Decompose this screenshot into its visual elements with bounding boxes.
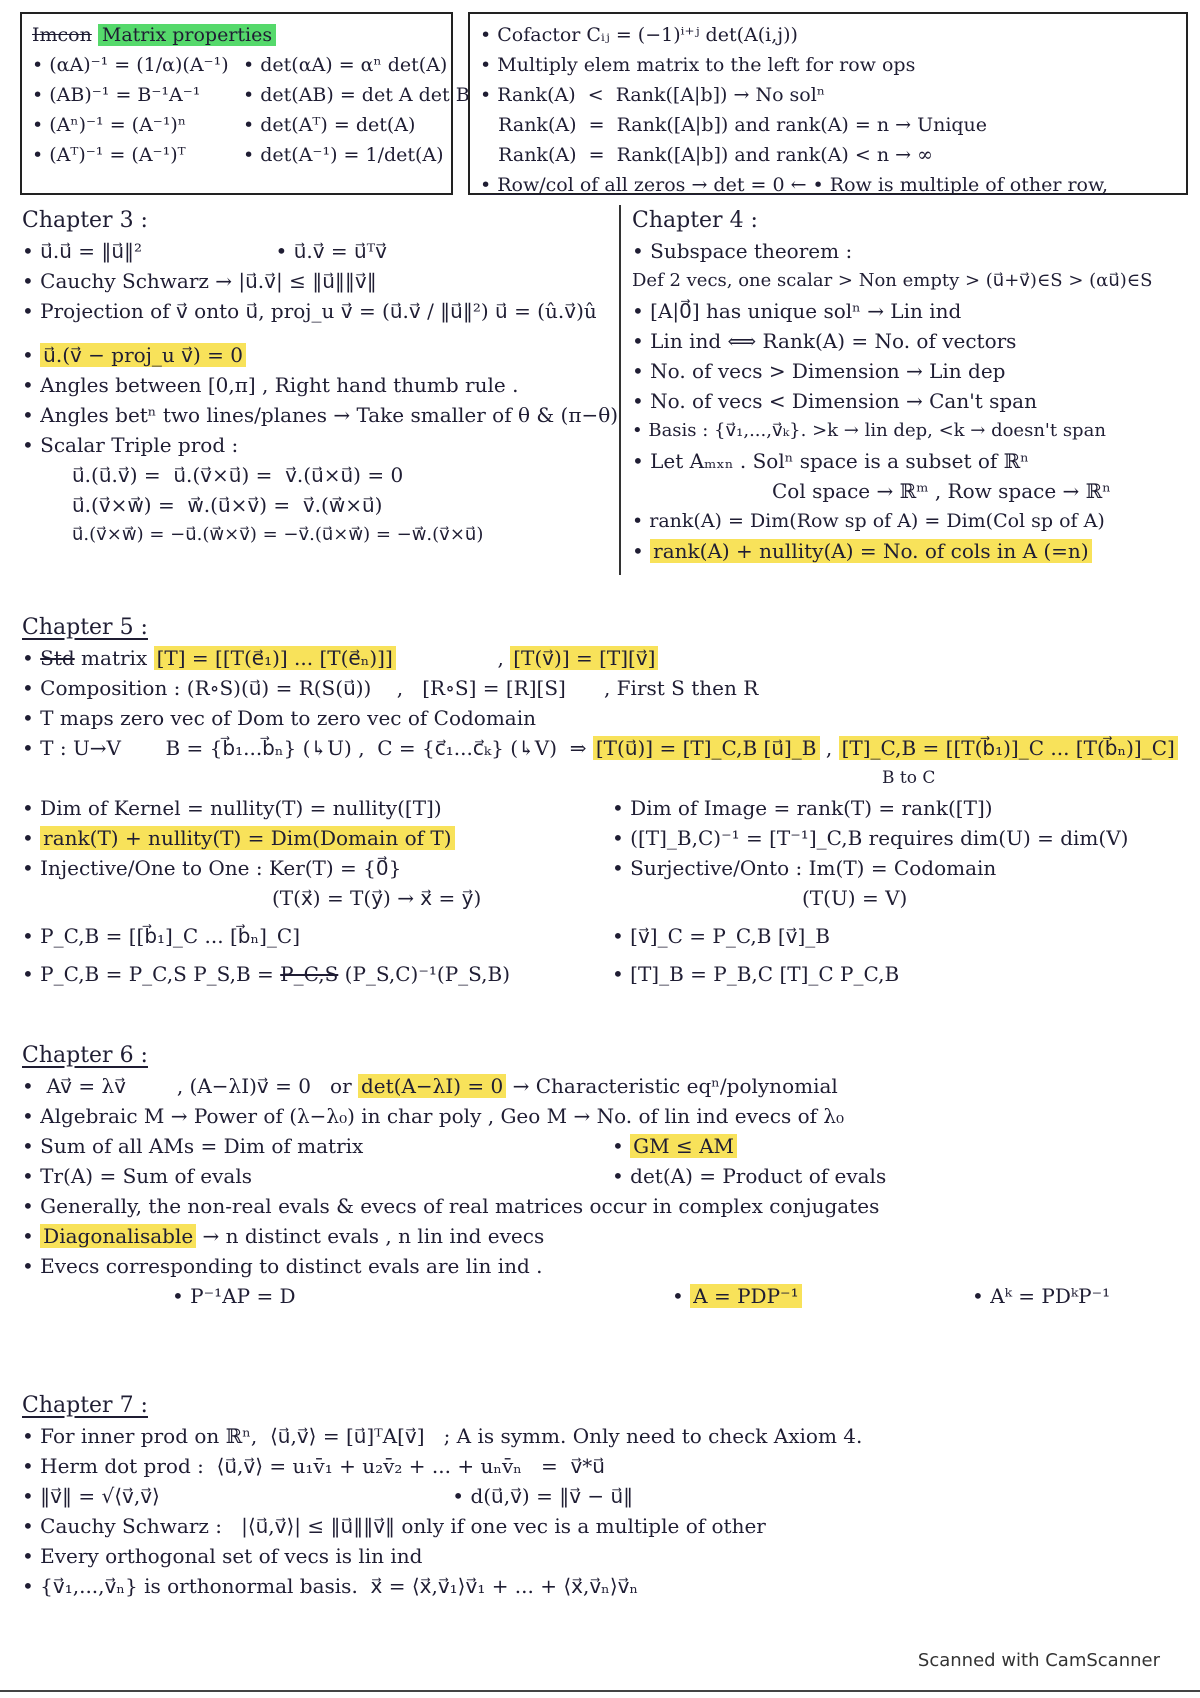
ch3-line-4: • Angles between [0,π] , Right hand thumb rule .	[22, 373, 519, 397]
ch5-rank-nullity-line: • rank(T) + nullity(T) = Dim(Domain of T)	[22, 823, 612, 853]
ch7-line-0: • For inner prod on ℝⁿ, ⟨u⃗,v⃗⟩ = [u⃗]ᵀA[v⃗] ; A is symm. Only need to check Axiom 4.	[22, 1424, 863, 1448]
ch5-inverse-map: • ([T]_B,C)⁻¹ = [T⁻¹]_C,B requires dim(U) = dim(V)	[612, 826, 1129, 850]
map-note: B to C	[882, 768, 936, 788]
chapter-divider	[619, 205, 621, 575]
rank-infinite-line: Rank(A) = Rank([A|b]) and rank(A) < n → ∞	[480, 144, 933, 166]
cofactor-line: • Cofactor Cᵢⱼ = (−1)ⁱ⁺ʲ det(A(i,j))	[480, 24, 798, 46]
ch3-line-6: • Scalar Triple prod :	[22, 433, 239, 457]
ch5-surjective-note: (T(U) = V)	[802, 886, 908, 910]
ch4-rank-nullity-highlight: rank(A) + nullity(A) = No. of cols in A (=n)	[650, 539, 1091, 563]
prop-inverse-product: • (AB)⁻¹ = B⁻¹A⁻¹	[32, 84, 201, 106]
ch5-pairs-5	[22, 921, 1190, 951]
ch5-tb: • [T]_B = P_B,C [T]_C P_C,B	[612, 962, 900, 986]
prop-det-inverse: • det(A⁻¹) = 1/det(A)	[243, 144, 444, 166]
prop-det-transpose: • det(Aᵀ) = det(A)	[243, 114, 416, 136]
ch5-injective-note: (T(x⃗) = T(y⃗) → x⃗ = y⃗)	[272, 886, 482, 910]
ch6-multiplicity-line: • Algebraic M → Power of (λ−λ₀) in char poly , Geo M → No. of lin ind evecs of λ₀	[22, 1104, 845, 1128]
rank-no-solution-line: • Rank(A) < Rank([A|b]) → No solⁿ	[480, 84, 826, 106]
pdp-highlight: A = PDP⁻¹	[690, 1284, 801, 1308]
prop-det-product: • det(AB) = det A det B	[243, 84, 470, 106]
std-matrix-highlight: [T] = [[T(e⃗₁)] ... [T(e⃗ₙ)]]	[154, 646, 396, 670]
chapter-7-heading: Chapter 7 :	[22, 1393, 148, 1418]
ch3-orthogonal-highlight: u⃗.(v⃗ − proj_u v⃗) = 0	[40, 343, 246, 367]
ch4-line-5: • No. of vecs < Dimension → Can't span	[632, 389, 1037, 413]
ch5-map-note-line	[22, 763, 1190, 793]
ch5-composition-line: • Composition : (R∘S)(u⃗) = R(S(u⃗)) , [R∘S] = [R][S] , First S then R	[22, 676, 759, 700]
ch3-triple-3: u⃗.(v⃗×w⃗) = −u⃗.(w⃗×v⃗) = −v⃗.(u⃗×w⃗) = −w⃗.(v⃗×u⃗)	[72, 524, 484, 545]
pcb-strike: P_C,S	[280, 962, 339, 986]
ch3-triple-2: u⃗.(v⃗×w⃗) = w⃗.(u⃗×v⃗) = v⃗.(w⃗×u⃗)	[72, 493, 383, 517]
zero-row-line: • Row/col of all zeros → det = 0 ← • Row is multiple of other row,	[480, 174, 1109, 196]
ch5-injective: • Injective/One to One : Ker(T) = {0⃗}	[22, 856, 402, 880]
scanner-watermark: Scanned with CamScanner	[917, 1650, 1160, 1671]
ch5-pcb-chain	[22, 959, 612, 989]
ch4-line-1: Def 2 vecs, one scalar > Non empty > (u⃗+v⃗)∈S > (αu⃗)∈S	[632, 270, 1153, 291]
chapter-4-heading: Chapter 4 :	[632, 208, 758, 233]
elem-matrix-line: • Multiply elem matrix to the left for row ops	[480, 54, 916, 76]
ch5-rank-nullity-highlight: rank(T) + nullity(T) = Dim(Domain of T)	[40, 826, 454, 850]
ch7-line-3: • Cauchy Schwarz : |⟨u⃗,v⃗⟩| ≤ ‖u⃗‖‖v⃗‖ only if one vec is a multiple of other	[22, 1514, 766, 1538]
ch5-pairs-1	[22, 793, 1190, 823]
map-highlight-1: [T(u⃗)] = [T]_C,B [u⃗]_B	[593, 736, 820, 760]
ak-formula: • Aᵏ = PDᵏP⁻¹	[972, 1284, 1111, 1308]
ch5-pairs-4	[22, 883, 1190, 913]
ch7-line-4: • Every orthogonal set of vecs is lin ind	[22, 1544, 423, 1568]
ch6-complex-line: • Generally, the non-real evals & evecs of real matrices occur in complex conjugates	[22, 1194, 880, 1218]
matrix-properties-grid	[32, 50, 470, 170]
map-bases: • T : U→V B = {b⃗₁...b⃗ₙ} (↳U) , C = {c⃗₁...c⃗ₖ} (↳V)	[22, 736, 558, 760]
ch3-line-2: • Projection of v⃗ onto u⃗, proj_u v⃗ = (u⃗.v⃗ / ‖u⃗‖²) u⃗ = (û.v⃗)û	[22, 299, 597, 323]
ch7-line-1: • Herm dot prod : ⟨u⃗,v⃗⟩ = u₁v̄₁ + u₂v̄₂ + ... + uₙv̄ₙ = v⃗*u⃗	[22, 1454, 605, 1478]
diag-rest: → n distinct evals , n lin ind evecs	[196, 1224, 545, 1248]
prop-inverse-scalar: • (αA)⁻¹ = (1/α)(A⁻¹)	[32, 54, 229, 76]
chapter-3-section	[22, 205, 617, 550]
ch5-coord-change: • [v⃗]_C = P_C,B [v⃗]_B	[612, 924, 830, 948]
chapter-6-section	[22, 1040, 1190, 1311]
ch3-triple-1: u⃗.(u⃗.v⃗) = u⃗.(v⃗×u⃗) = v⃗.(u⃗×u⃗) = 0	[72, 463, 404, 487]
ch3-line-5: • Angles betⁿ two lines/planes → Take smaller of θ & (π−θ)	[22, 403, 619, 427]
eig-start: • Av⃗ = λv⃗ , (A−λI)v⃗ = 0 or	[22, 1074, 358, 1098]
ch5-pairs-3	[22, 853, 1190, 883]
prop-det-scalar: • det(αA) = αⁿ det(A)	[243, 54, 448, 76]
ch4-line-7: • Let Aₘₓₙ . Solⁿ space is a subset of ℝⁿ	[632, 449, 1029, 473]
ch6-row-am	[22, 1131, 1190, 1161]
ch6-diag-line: • Diagonalisable → n distinct evals , n lin ind evecs	[22, 1224, 545, 1248]
ch5-zero-vec-line: • T maps zero vec of Dom to zero vec of Codomain	[22, 706, 537, 730]
ch5-surjective: • Surjective/Onto : Im(T) = Codomain	[612, 856, 997, 880]
ch7-line-2: • ‖v⃗‖ = √⟨v⃗,v⃗⟩ • d(u⃗,v⃗) = ‖v⃗ − u⃗‖	[22, 1484, 634, 1508]
matrix-properties-title	[32, 20, 441, 50]
chapter-6-heading: Chapter 6 :	[22, 1043, 148, 1068]
map-highlight-2: [T]_C,B = [[T(b⃗₁)]_C ... [T(b⃗ₙ)]_C]	[839, 736, 1178, 760]
gm-am-highlight: GM ≤ AM	[630, 1134, 737, 1158]
ch5-pairs-6	[22, 959, 1190, 989]
ch4-line-9: • rank(A) = Dim(Row sp of A) = Dim(Col sp of A)	[632, 510, 1105, 532]
ch3-orthogonal-line: • u⃗.(v⃗ − proj_u v⃗) = 0	[22, 340, 617, 370]
ch6-gm-am: • GM ≤ AM	[612, 1131, 1190, 1161]
ch3-line-1: • Cauchy Schwarz → |u⃗.v⃗| ≤ ‖u⃗‖‖v⃗‖	[22, 269, 377, 293]
diag-highlight: Diagonalisable	[40, 1224, 196, 1248]
ch3-spacer	[22, 326, 617, 340]
char-eq-highlight: det(A−λI) = 0	[358, 1074, 506, 1098]
ch5-kernel: • Dim of Kernel = nullity(T) = nullity([T])	[22, 796, 442, 820]
ch7-line-5: • {v⃗₁,...,v⃗ₙ} is orthonormal basis. x⃗ = ⟨x⃗,v⃗₁⟩v⃗₁ + ... + ⟨x⃗,v⃗ₙ⟩v⃗ₙ	[22, 1574, 639, 1598]
ch4-line-0: • Subspace theorem :	[632, 239, 853, 263]
ch6-diag-formulas	[22, 1281, 1190, 1311]
bottom-rule	[0, 1690, 1200, 1692]
ch3-line-0: • u⃗.u⃗ = ‖u⃗‖² • u⃗.v⃗ = u⃗ᵀv⃗	[22, 239, 387, 263]
std-label: Std	[40, 646, 75, 670]
ch4-line-3: • Lin ind ⟺ Rank(A) = No. of vectors	[632, 329, 1017, 353]
chapter-5-heading: Chapter 5 :	[22, 615, 148, 640]
eig-end: → Characteristic eqⁿ/polynomial	[506, 1074, 838, 1098]
cofactor-rank-box	[468, 12, 1188, 195]
ch6-eigen-line	[22, 1071, 1190, 1101]
pap-formula: • P⁻¹AP = D	[172, 1284, 296, 1308]
ch4-line-6: • Basis : {v⃗₁,...,v⃗ₖ}. >k → lin dep, <k → doesn't span	[632, 420, 1106, 441]
title-strike: Imcon	[32, 24, 92, 46]
ch6-evecs-line: • Evecs corresponding to distinct evals are lin ind .	[22, 1254, 543, 1278]
std-rest: matrix	[74, 646, 148, 670]
ch5-pairs-2	[22, 823, 1190, 853]
ch6-row-trace	[22, 1161, 1190, 1191]
ch6-trace: • Tr(A) = Sum of evals	[22, 1164, 252, 1188]
pdp-formula-wrap: • A = PDP⁻¹	[672, 1281, 972, 1311]
title-highlight: Matrix properties	[98, 24, 276, 46]
ch6-det: • det(A) = Product of evals	[612, 1164, 887, 1188]
rank-unique-line: Rank(A) = Rank([A|b]) and rank(A) = n → Unique	[480, 114, 988, 136]
prop-inverse-power: • (Aⁿ)⁻¹ = (A⁻¹)ⁿ	[32, 114, 187, 136]
ch5-map-line: • T : U→V B = {b⃗₁...b⃗ₙ} (↳U) , C = {c⃗₁...c⃗ₖ} (↳V) ⇒ [T(u⃗)] = [T]_C,B [u⃗]_B , [T]_C,B = [[T(b⃗₁)]_C ... [T(b⃗ₙ)]_C]	[22, 733, 1190, 763]
ch6-sum-am: • Sum of all AMs = Dim of matrix	[22, 1134, 364, 1158]
ch5-image: • Dim of Image = rank(T) = rank([T])	[612, 796, 993, 820]
ch5-pcb: • P_C,B = [[b⃗₁]_C ... [b⃗ₙ]_C]	[22, 924, 300, 948]
pcb-end: (P_S,C)⁻¹(P_S,B)	[338, 962, 511, 986]
pcb-start: • P_C,B = P_C,S P_S,B =	[22, 962, 281, 986]
ch5-std-matrix-line: • Std matrix [T] = [[T(e⃗₁)] ... [T(e⃗ₙ)]] , [T(v⃗)] = [T][v⃗]	[22, 643, 1190, 673]
chapter-7-section	[22, 1390, 1190, 1601]
ch4-line-8: Col space → ℝᵐ , Row space → ℝⁿ	[772, 479, 1111, 503]
ch4-line-2: • [A|0⃗] has unique solⁿ → Lin ind	[632, 299, 962, 323]
chapter-5-section	[22, 612, 1190, 989]
prop-inverse-transpose: • (Aᵀ)⁻¹ = (A⁻¹)ᵀ	[32, 144, 186, 166]
ch4-line-4: • No. of vecs > Dimension → Lin dep	[632, 359, 1006, 383]
std-matrix-highlight-2: [T(v⃗)] = [T][v⃗]	[510, 646, 658, 670]
chapter-4-section	[632, 205, 1192, 566]
ch4-rank-nullity-line: • rank(A) + nullity(A) = No. of cols in A (=n)	[632, 536, 1192, 566]
matrix-properties-box	[20, 12, 470, 195]
chapter-3-heading: Chapter 3 :	[22, 208, 148, 233]
